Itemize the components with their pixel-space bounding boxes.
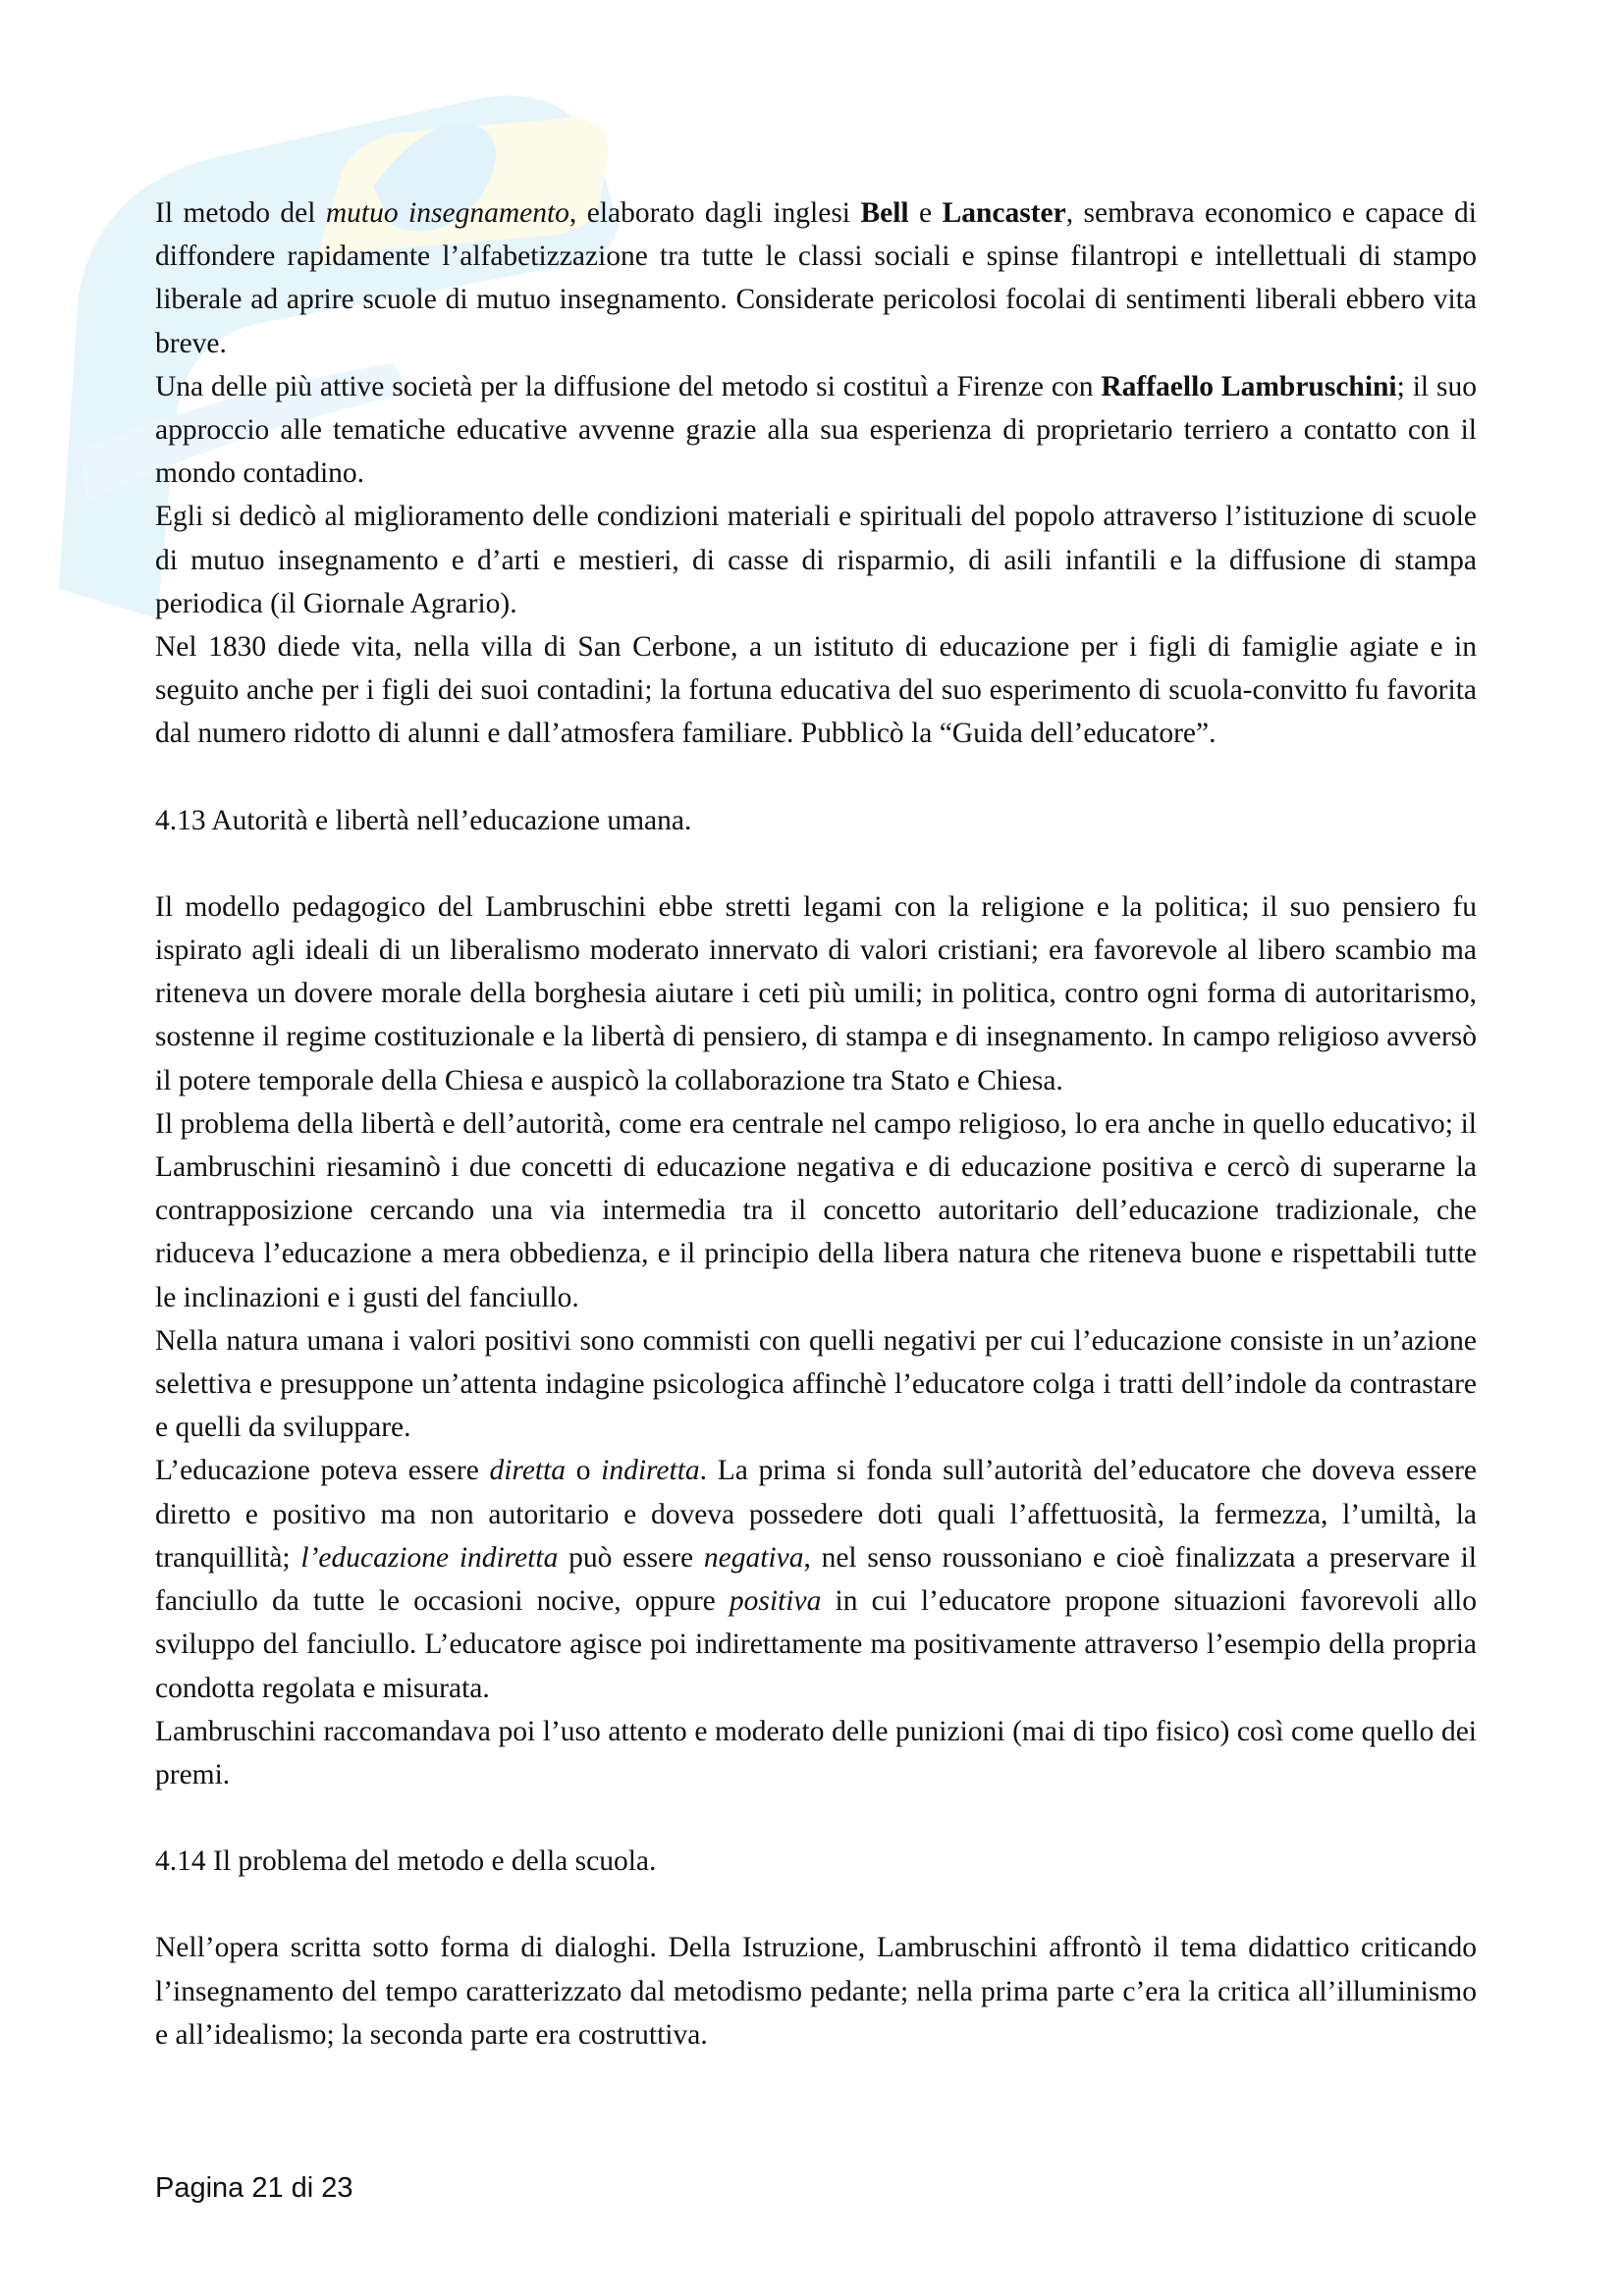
text-run: L’educazione poteva essere bbox=[155, 1455, 490, 1487]
text-run: Egli si dedicò al miglioramento delle condizioni materiali e spirituali del popolo attraverso l’istituzione di scuole di mutuo insegnamento e d’arti e mestieri, di casse di risparmio, di asili infantili e la diffusione di stampa periodica (il Giornale Agrario). bbox=[155, 501, 1477, 619]
italic-text: mutuo insegnamento bbox=[325, 197, 569, 229]
italic-text: indiretta bbox=[601, 1455, 700, 1487]
page-number: Pagina 21 di 23 bbox=[155, 2172, 353, 2204]
text-run: Lambruschini raccomandava poi l’uso attento e moderato delle punizioni (mai di tipo fisico) così come quello dei premi. bbox=[155, 1715, 1477, 1790]
text-run: in cui l’educatore propone situazioni favorevoli allo sviluppo del fanciullo. L’educatore agisce poi indirettamente ma positivamente attraverso l’esempio della propria condotta regolata e misurata. bbox=[155, 1585, 1477, 1704]
paragraph bbox=[155, 495, 1477, 625]
paragraph bbox=[155, 1926, 1477, 2056]
document-body bbox=[155, 191, 1477, 2056]
section-4-14 bbox=[155, 1926, 1477, 2056]
text-run: Nell’opera scritta sotto forma di dialoghi. Della Istruzione, Lambruschini affrontò il tema didattico criticando l’insegnamento del tempo caratterizzato dal metodismo pedante; nella prima parte c’era la critica all’illuminismo e all’idealismo; la seconda parte era costruttiva. bbox=[155, 1932, 1477, 2051]
bold-text: Raffaello Lambruschini bbox=[1101, 370, 1397, 402]
bold-text: Lancaster bbox=[942, 197, 1066, 229]
text-run: , nel senso roussoniano e cioè finalizzata a preservare il fanciullo da tutte le occasioni nocive, oppure bbox=[155, 1541, 1477, 1618]
text-run: , elaborato dagli inglesi bbox=[568, 197, 861, 229]
paragraph bbox=[155, 365, 1477, 496]
paragraph bbox=[155, 191, 1477, 365]
text-run: Il problema della libertà e dell’autorità, come era centrale nel campo religioso, lo era anche in quello educativo; il Lambruschini riesaminò i due concetti di educazione negativa e di educazione positiva e cercò di superarne la contrapposizione cercando una via intermedia tra il concetto autoritario dell’educazione tradizionale, che riduceva l’educazione a mera obbedienza, e il principio della libera natura che riteneva buone e rispettabili tutte le inclinazioni e i gusti del fanciullo. bbox=[155, 1107, 1477, 1313]
text-run: Una delle più attive società per la diffusione del metodo si costituì a Firenze con bbox=[155, 370, 1102, 402]
paragraph bbox=[155, 1449, 1477, 1709]
paragraph bbox=[155, 1319, 1477, 1450]
section-4-13 bbox=[155, 885, 1477, 1796]
section-intro bbox=[155, 191, 1477, 756]
text-run: può essere bbox=[558, 1541, 704, 1574]
text-run: Il modello pedagogico del Lambruschini ebbe stretti legami con la religione e la politica; il suo pensiero fu ispirato agli ideali di un liberalismo moderato innervato di valori cristiani; era favorevole al libero scambio ma riteneva un dovere morale della borghesia aiutare i ceti più umili; in politica, contro ogni forma di autoritarismo, sostenne il regime costituzionale e la libertà di pensiero, di stampa e di insegnamento. In campo religioso avversò il potere temporale della Chiesa e auspicò la collaborazione tra Stato e Chiesa. bbox=[155, 890, 1477, 1096]
italic-text: positiva bbox=[729, 1585, 822, 1618]
paragraph bbox=[155, 885, 1477, 1102]
text-run: , sembrava economico e capace di diffondere rapidamente l’alfabetizzazione tra tutte le classi sociali e spinse filantropi e intellettuali di stampo liberale ad aprire scuole di mutuo insegnamento. Considerate pericolosi focolai di sentimenti liberali ebbero vita breve. bbox=[155, 197, 1478, 359]
text-run: Nella natura umana i valori positivi sono commisti con quelli negativi per cui l’educazione consiste in un’azione selettiva e presuppone un’attenta indagine psicologica affinchè l’educatore colga i tratti dell’indole da contrastare e quelli da sviluppare. bbox=[155, 1324, 1477, 1444]
italic-text: negativa bbox=[703, 1541, 804, 1574]
section-heading: 4.14 Il problema del metodo e della scuola. bbox=[155, 1845, 657, 1878]
italic-text: diretta bbox=[489, 1455, 567, 1487]
text-run: Il metodo del bbox=[155, 197, 326, 229]
paragraph bbox=[155, 1102, 1477, 1319]
text-run: . La prima si fonda sull’autorità del’educatore che doveva essere diretto e positivo ma non autoritario e doveva possedere doti quali l’affettuosità, la fermezza, l’umiltà, la tranquillità; bbox=[155, 1455, 1477, 1574]
text-run: Nel 1830 diede vita, nella villa di San Cerbone, a un istituto di educazione per i figli di famiglie agiate e in seguito anche per i figli dei suoi contadini; la fortuna educativa del suo esperimento di scuola-convitto fu favorita dal numero ridotto di alunni e dall’atmosfera familiare. Pubblicò la “Guida dell’educatore”. bbox=[155, 631, 1477, 750]
text-run: o bbox=[566, 1455, 602, 1487]
bold-text: Bell bbox=[860, 197, 909, 229]
italic-text: l’educazione indiretta bbox=[300, 1541, 559, 1574]
paragraph bbox=[155, 625, 1477, 756]
text-run: ; il suo approccio alle tematiche educative avvenne grazie alla sua esperienza di proprietario terriero a contatto con il mondo contadino. bbox=[155, 370, 1477, 490]
section-heading: 4.13 Autorità e libertà nell’educazione umana. bbox=[155, 804, 692, 836]
text-run: e bbox=[908, 197, 943, 229]
paragraph bbox=[155, 1710, 1477, 1796]
